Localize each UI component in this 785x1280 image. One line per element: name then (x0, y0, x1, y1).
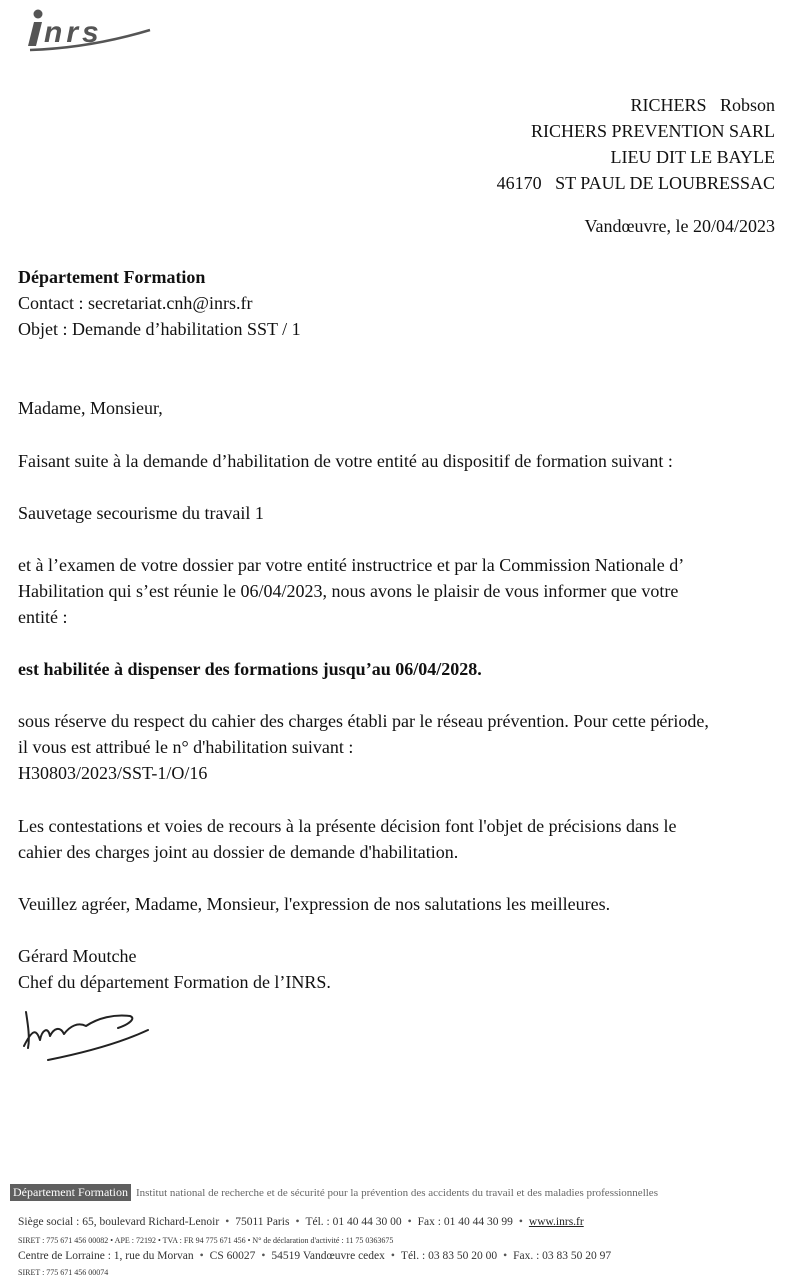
svg-text:nrs: nrs (44, 16, 103, 49)
examen-line-3: entité : (18, 607, 68, 627)
footer-centre-city: 54519 Vandœuvre cedex (271, 1250, 385, 1262)
footer-siege-tel: Tél. : 01 40 44 30 00 (305, 1216, 402, 1228)
footer-centre-line: Centre de Lorraine : 1, rue du Morvan • CS 60027 • 54519 Vandœuvre cedex • Tél. : 03 83 50 20 00 • Fax. : 03 83 50 20 97 (18, 1250, 612, 1262)
footer-siege-line: Siège social : 65, boulevard Richard-Lenoir • 75011 Paris • Tél. : 01 40 44 30 00 • Fax : 01 40 44 30 99 • www.inrs.fr (18, 1216, 584, 1228)
decision-statement: est habilitée à dispenser des formations jusqu’au 06/04/2028. (18, 659, 482, 679)
footer-siege-address: Siège social : 65, boulevard Richard-Lenoir (18, 1216, 220, 1228)
footer-website-link[interactable]: www.inrs.fr (528, 1216, 584, 1228)
footer-centre-tel: Tél. : 03 83 50 20 00 (400, 1250, 498, 1262)
recipient-name: RICHERS Robson (630, 95, 775, 115)
recipient-company: RICHERS PREVENTION SARL (530, 121, 775, 141)
letter-subject: Objet : Demande d’habilitation SST / 1 (18, 319, 301, 339)
signatory-name: Gérard Moutche (18, 946, 137, 966)
footer-department-tag: Département Formation (10, 1184, 131, 1201)
recipient-address (497, 92, 775, 196)
recipient-city: 46170 ST PAUL DE LOUBRESSAC (496, 173, 775, 193)
footer-centre-cs: CS 60027 (209, 1250, 256, 1262)
recipient-street: LIEU DIT LE BAYLE (610, 147, 775, 167)
examen-line-2: Habilitation qui s’est réunie le 06/04/2023, nous avons le plaisir de vous informer que votre (18, 581, 679, 601)
handwritten-signature (18, 1000, 158, 1070)
letter-date: Vandœuvre, le 20/04/2023 (584, 216, 775, 236)
footer-centre-fax: Fax. : 03 83 50 20 97 (513, 1250, 612, 1262)
signatory-title: Chef du département Formation de l’INRS. (18, 972, 331, 992)
footer-centre-address: Centre de Lorraine : 1, rue du Morvan (18, 1250, 194, 1262)
footer-banner (10, 1184, 658, 1201)
inrs-logo (20, 4, 155, 54)
training-program: Sauvetage secourisme du travail 1 (18, 503, 264, 523)
salutation: Madame, Monsieur, (18, 398, 163, 418)
sender-contact: Contact : secretariat.cnh@inrs.fr (18, 293, 253, 313)
reserve-line-2: il vous est attribué le n° d'habilitation suivant : (18, 737, 354, 757)
sender-department: Département Formation (18, 267, 206, 287)
footer-siege-fax: Fax : 01 40 44 30 99 (417, 1216, 513, 1228)
footer-siege-city: 75011 Paris (235, 1216, 290, 1228)
reserve-line-1: sous réserve du respect du cahier des charges établi par le réseau prévention. Pour cette période, (18, 711, 709, 731)
closing-formula: Veuillez agréer, Madame, Monsieur, l'expression de nos salutations les meilleures. (18, 894, 611, 914)
footer-institute: Institut national de recherche et de sécurité pour la prévention des accidents du travail et des maladies professionnelles (135, 1186, 658, 1199)
contest-line-1: Les contestations et voies de recours à la présente décision font l'objet de précisions dans le (18, 816, 677, 836)
habilitation-number: H30803/2023/SST-1/O/16 (18, 763, 208, 783)
contest-line-2: cahier des charges joint au dossier de demande d'habilitation. (18, 842, 459, 862)
footer-siret-centre: SIRET : 775 671 456 00074 (18, 1268, 109, 1277)
footer-siret-siege: SIRET : 775 671 456 00082 • APE : 72192 • TVA : FR 94 775 671 456 • N° de déclaration d'activité : 11 75 0363675 (18, 1236, 394, 1245)
intro-paragraph: Faisant suite à la demande d’habilitation de votre entité au dispositif de formation suivant : (18, 451, 673, 471)
examen-line-1: et à l’examen de votre dossier par votre entité instructrice et par la Commission Nationale d’ (18, 555, 685, 575)
